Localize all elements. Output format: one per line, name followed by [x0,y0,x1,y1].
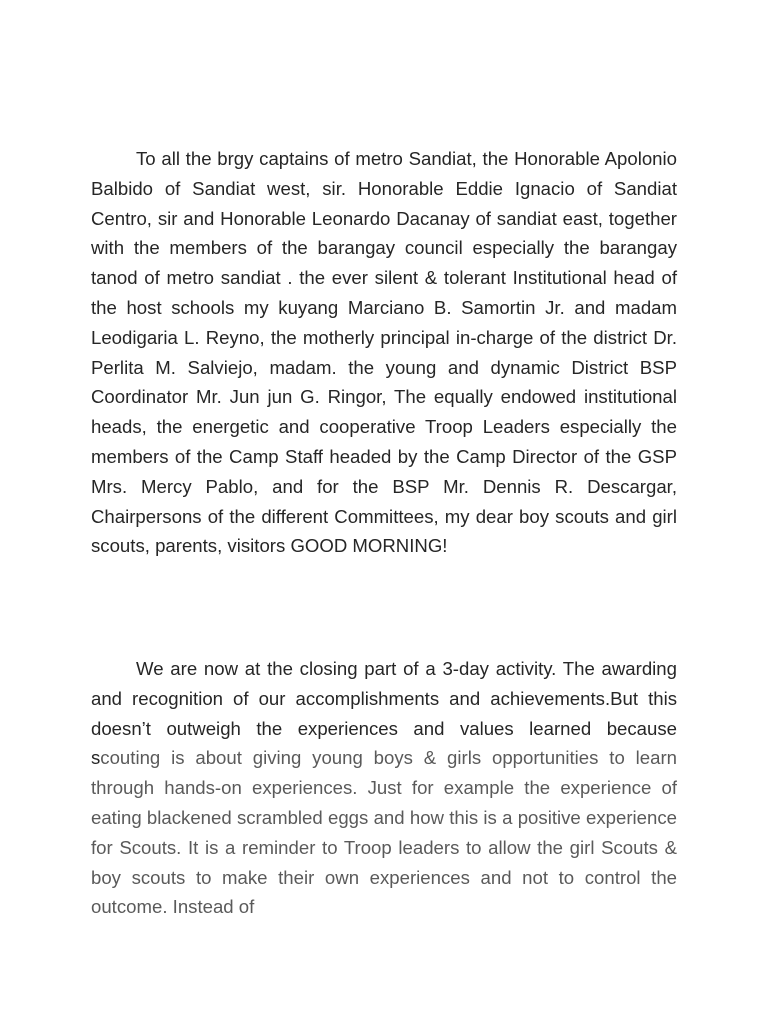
paragraph-closing-activity-part1: We are now at the closing part of a 3-day activity. The awarding and recognition of our accomplishments and achievements.But this doesn’t outweigh the experiences and values learned because s [91,658,677,769]
paragraph-greeting: To all the brgy captains of metro Sandiat, the Honorable Apolonio Balbido of Sandiat west, sir. Honorable Eddie Ignacio of Sandiat Centro, sir and Honorable Leonardo Dacanay of sandiat east, together with the members of the barangay council especially the barangay tanod of metro sandiat . the ever silent & tolerant Institutional head of the host schools my kuyang Marciano B. Samortin Jr. and madam Leodigaria L. Reyno, the motherly principal in-charge of the district Dr. Perlita M. Salviejo, madam. the young and dynamic District BSP Coordinator Mr. Jun jun G. Ringor, The equally endowed institutional heads, the energetic and cooperative Troop Leaders especially the members of the Camp Staff headed by the Camp Director of the GSP Mrs. Mercy Pablo, and for the BSP Mr. Dennis R. Descargar, Chairpersons of the different Committees, my dear boy scouts and girl scouts, parents, visitors GOOD MORNING! [91,148,677,557]
paragraph-closing-activity [91,654,677,922]
paragraph-closing-activity-part2: couting is about giving young boys & girls opportunities to learn through hands-on experiences. Just for example the experience of eating blackened scrambled eggs and how this is a positive experience for Scouts. It is a reminder to Troop leaders to allow the girl Scouts & boy scouts to make their own experiences and not to control the outcome. Instead of [91,747,677,918]
